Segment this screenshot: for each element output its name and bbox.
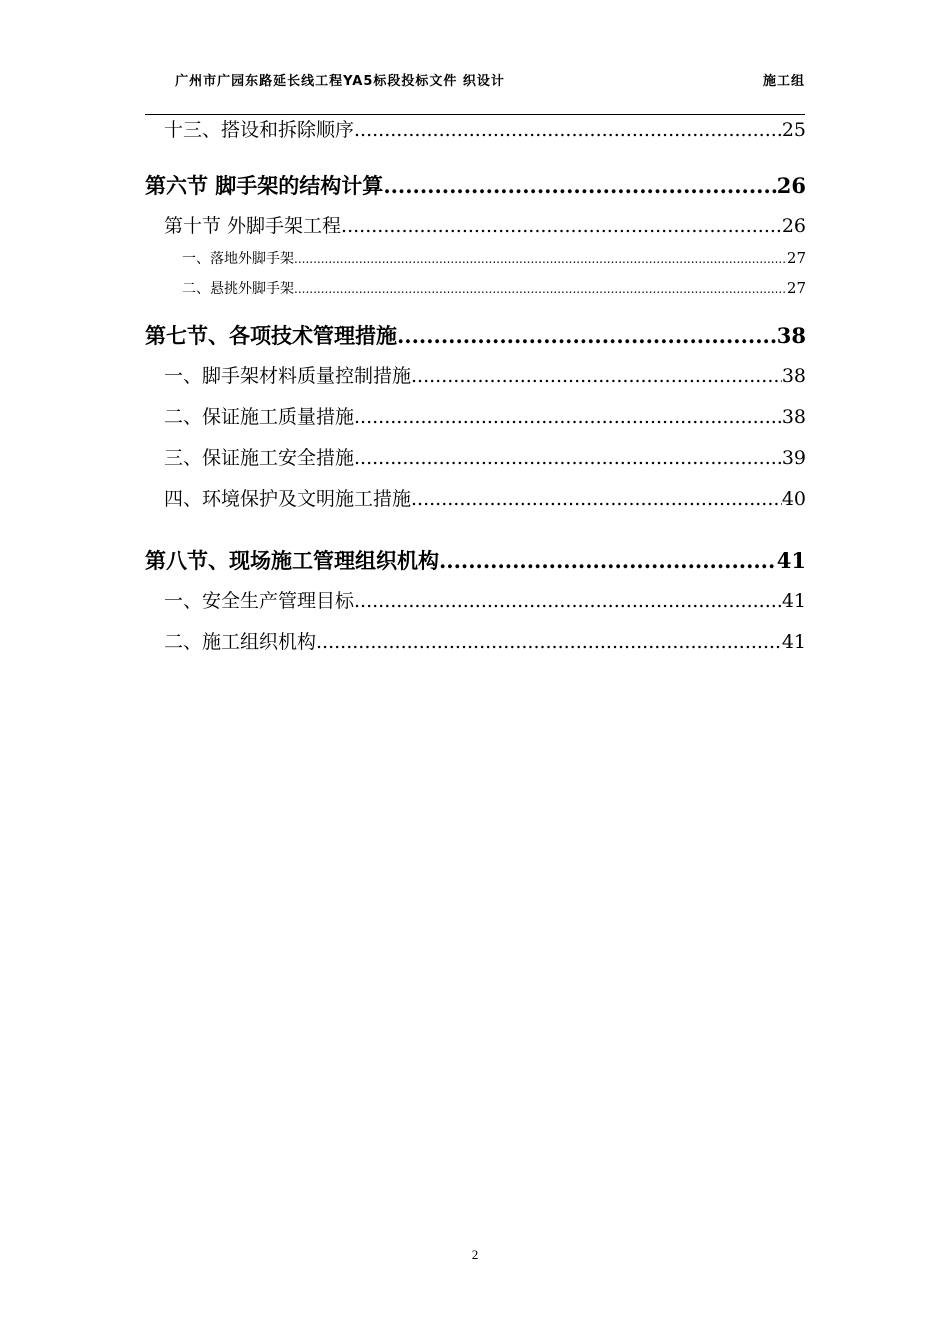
- toc-dot-leader: [383, 172, 776, 200]
- toc-entry[interactable]: [145, 444, 806, 485]
- toc-dot-leader: [397, 322, 777, 350]
- toc-entry-title: 第六节 脚手架的结构计算: [145, 173, 384, 198]
- toc-dot-leader: [294, 249, 787, 269]
- toc-dot-leader: [354, 403, 782, 431]
- toc-page-number: 38: [776, 323, 806, 348]
- toc-dot-leader: [316, 628, 782, 656]
- header-document-title: 广州市广园东路延长线工程YA5标段投标文件 织设计: [175, 74, 505, 89]
- toc-dot-leader: [411, 362, 782, 390]
- toc-dot-leader: [411, 485, 782, 513]
- toc-entry-title: 二、施工组织机构: [164, 631, 317, 653]
- toc-entry[interactable]: [145, 116, 806, 172]
- toc-subentry[interactable]: [145, 248, 806, 278]
- toc-entry-title: 一、落地外脚手架: [182, 251, 294, 267]
- toc-page-number: 27: [786, 279, 806, 297]
- toc-entry-title: 第八节、现场施工管理组织机构: [145, 548, 439, 573]
- toc-page-number: 41: [781, 590, 806, 612]
- toc-entry[interactable]: [145, 362, 806, 403]
- toc-section-heading[interactable]: [145, 172, 806, 212]
- toc-dot-leader: [439, 547, 777, 575]
- table-of-contents: [145, 116, 806, 669]
- toc-page-number: 39: [781, 447, 806, 469]
- toc-page-number: 26: [781, 215, 806, 237]
- header-section-label: 施工组: [762, 74, 805, 89]
- toc-entry-title: 第十节 外脚手架工程: [164, 215, 342, 237]
- toc-entry-title: 二、悬挑外脚手架: [182, 281, 294, 297]
- toc-page-number: 25: [781, 119, 806, 141]
- toc-dot-leader: [354, 587, 782, 615]
- toc-entry-title: 十三、搭设和拆除顺序: [164, 119, 355, 141]
- toc-entry[interactable]: [145, 587, 806, 628]
- toc-page-number: 26: [776, 173, 806, 198]
- toc-dot-leader: [354, 444, 782, 472]
- toc-section-heading[interactable]: [145, 322, 806, 362]
- toc-entry[interactable]: [145, 212, 806, 248]
- toc-dot-leader: [341, 212, 782, 240]
- page-header: [145, 70, 805, 115]
- toc-entry-title: 四、环境保护及文明施工措施: [164, 488, 412, 510]
- toc-entry-title: 三、保证施工安全措施: [164, 447, 355, 469]
- toc-page-number: 38: [781, 406, 806, 428]
- toc-entry[interactable]: [145, 628, 806, 669]
- toc-page-number: 27: [786, 249, 806, 267]
- toc-entry-title: 一、脚手架材料质量控制措施: [164, 365, 412, 387]
- toc-entry-title: 二、保证施工质量措施: [164, 406, 355, 428]
- toc-entry-title: 一、安全生产管理目标: [164, 590, 355, 612]
- toc-dot-leader: [354, 116, 782, 144]
- toc-page-number: 41: [781, 631, 806, 653]
- page-number: 2: [471, 1247, 479, 1262]
- toc-entry-title: 第七节、各项技术管理措施: [145, 323, 397, 348]
- toc-entry[interactable]: [145, 403, 806, 444]
- toc-section-heading[interactable]: [145, 547, 806, 587]
- toc-dot-leader: [294, 279, 787, 299]
- toc-entry[interactable]: [145, 485, 806, 547]
- toc-page-number: 40: [781, 488, 806, 510]
- toc-page-number: 41: [776, 548, 806, 573]
- toc-page-number: 38: [781, 365, 806, 387]
- toc-subentry[interactable]: [145, 278, 806, 322]
